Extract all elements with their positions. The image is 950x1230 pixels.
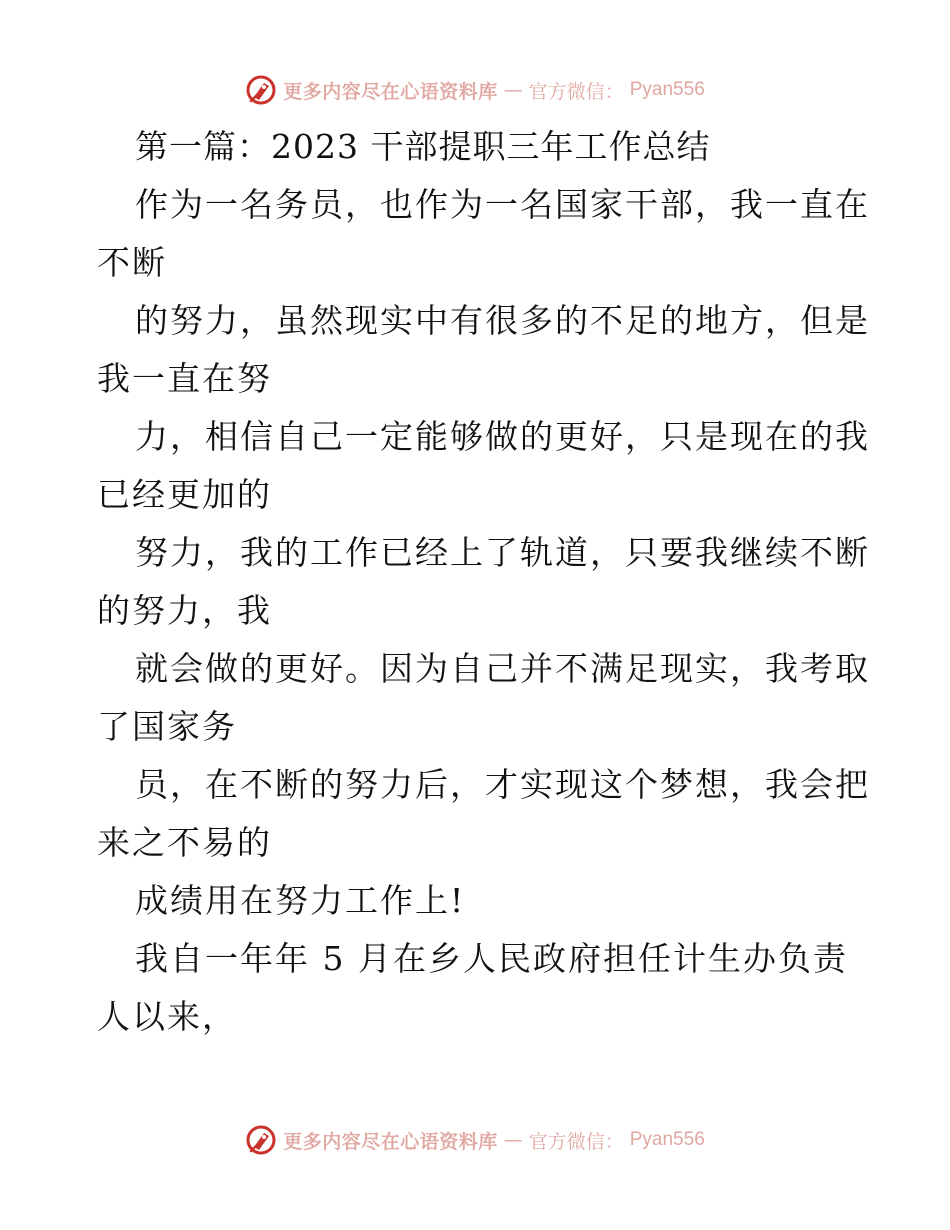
paragraph-line: 的努力，虽然现实中有很多的不足的地方，但是 [135, 301, 870, 340]
header-wechat-label: 官方微信： [528, 80, 624, 103]
paragraph-line: 了国家务 [97, 707, 237, 746]
paragraph-line: 力，相信自己一定能够做的更好，只是现在的我 [135, 417, 870, 456]
paragraph-line: 来之不易的 [97, 823, 272, 862]
pen-nib-logo-icon [245, 1124, 277, 1156]
document-body [97, 118, 870, 1046]
footer-separator: — [503, 1129, 523, 1151]
paragraph-line: 就会做的更好。因为自己并不满足现实，我考取 [135, 649, 870, 688]
header-wechat-id: Pyan556 [629, 79, 705, 100]
footer-wechat-label: 官方微信： [528, 1130, 624, 1153]
paragraph-line: 不断 [97, 243, 167, 282]
header-separator: — [503, 79, 523, 101]
footer-wechat-id: Pyan556 [629, 1129, 705, 1150]
header-banner [245, 74, 705, 106]
paragraph-line: 努力，我的工作已经上了轨道，只要我继续不断 [135, 533, 870, 572]
paragraph-line: 人以来， [97, 997, 237, 1036]
paragraph-line: 成绩用在努力工作上! [135, 881, 466, 920]
paragraph-line: 已经更加的 [97, 475, 272, 514]
footer-brand-text: 更多内容尽在心语资料库 [283, 1130, 498, 1153]
paragraph-line: 作为一名务员，也作为一名国家干部，我一直在 [135, 185, 870, 224]
paragraph-line: 我一直在努 [97, 359, 272, 398]
paragraph-line: 的努力，我 [97, 591, 272, 630]
paragraph-line: 我自一年年 5 月在乡人民政府担任计生办负责 [135, 939, 848, 978]
page-header [0, 70, 950, 110]
document-title: 第一篇：2023 干部提职三年工作总结 [135, 127, 711, 166]
pen-nib-logo-icon [245, 74, 277, 106]
paragraph-line: 员，在不断的努力后，才实现这个梦想，我会把 [135, 765, 870, 804]
page-footer [0, 1120, 950, 1160]
footer-banner [245, 1124, 705, 1156]
header-brand-text: 更多内容尽在心语资料库 [283, 80, 498, 103]
